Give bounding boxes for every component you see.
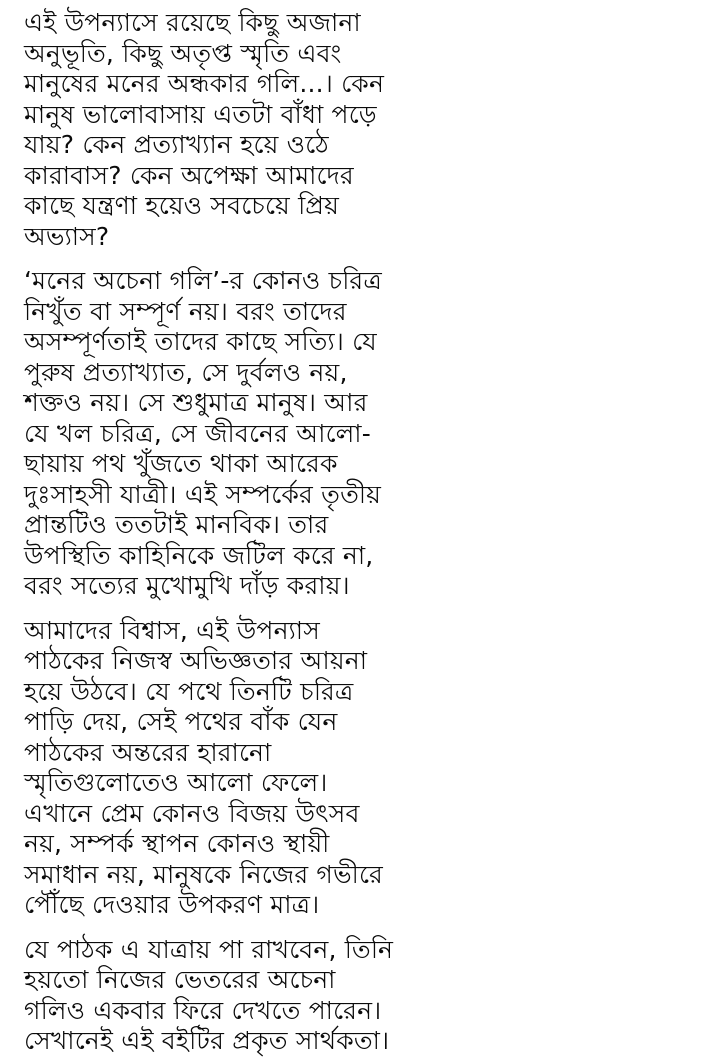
text-line: মানুষের মনের অন্ধকার গলি...। কেন [24, 69, 385, 98]
text-line: প্রান্তটিও ততটাই মানবিক। তার [24, 510, 329, 539]
text-line: পাঠকের নিজস্ব অভিজ্ঞতার আয়না [24, 646, 368, 675]
text-line: পৌঁছে দেওয়ার উপকরণ মাত্র। [24, 890, 320, 919]
text-line: দুঃসাহসী যাত্রী। এই সম্পর্কের তৃতীয় [24, 479, 382, 509]
text-line: অসম্পূর্ণতাই তাদের কাছে সত্যি। যে [24, 327, 377, 356]
paragraph-1 [24, 8, 685, 252]
text-line: উপস্থিতি কাহিনিকে জটিল করে না, [24, 540, 374, 570]
paragraph-3 [24, 616, 685, 921]
text-line: পাঠকের অন্তরের হারানো [24, 737, 272, 767]
text-line: সেখানেই এই বইটির প্রকৃত সার্থকতা। [24, 1026, 390, 1055]
text-line: যায়? কেন প্রত্যাখ্যান হয়ে ওঠে [24, 130, 329, 159]
paragraph-4 [24, 935, 685, 1057]
text-line: নয়, সম্পর্ক স্থাপন কোনও স্থায়ী [24, 829, 330, 858]
text-line: ‘মনের অচেনা গলি’-র কোনও চরিত্র [24, 266, 382, 295]
text-line: অভ্যাস? [24, 221, 110, 251]
text-line: এখানে প্রেম কোনও বিজয় উৎসব [24, 798, 360, 828]
text-line: আমাদের বিশ্বাস, এই উপন্যাস [24, 615, 320, 645]
text-line: গলিও একবার ফিরে দেখতে পারেন। [24, 995, 382, 1025]
text-line: হয়তো নিজের ভেতরের অচেনা [24, 965, 336, 994]
text-line: কারাবাস? কেন অপেক্ষা আমাদের [24, 160, 354, 190]
text-line: নিখুঁত বা সম্পূর্ণ নয়। বরং তাদের [24, 296, 347, 326]
text-line: কাছে যন্ত্রণা হয়েও সবচেয়ে প্রিয় [24, 191, 340, 220]
text-line: পুরুষ প্রত্যাখ্যাত, সে দুর্বলও নয়, [24, 357, 348, 387]
text-line: মানুষ ভালোবাসায় এতটা বাঁধা পড়ে [24, 99, 377, 129]
text-line: শক্তও নয়। সে শুধুমাত্র মানুষ। আর [24, 388, 368, 417]
text-line: পাড়ি দেয়, সেই পথের বাঁক যেন [24, 707, 338, 736]
text-line: যে পাঠক এ যাত্রায় পা রাখবেন, তিনি [24, 934, 394, 964]
paragraph-2 [24, 266, 685, 602]
text-line: অনুভূতি, কিছু অতৃপ্ত স্মৃতি এবং [24, 38, 342, 68]
text-line: যে খল চরিত্র, সে জীবনের আলো- [24, 418, 371, 448]
text-line: বরং সত্যের মুখোমুখি দাঁড় করায়। [24, 571, 350, 600]
text-line: ছায়ায় পথ খুঁজতে থাকা আরেক [24, 449, 338, 478]
text-line: হয়ে উঠবে। যে পথে তিনটি চরিত্র [24, 676, 354, 706]
text-line: স্মৃতিগুলোতেও আলো ফেলে। [24, 768, 328, 797]
text-line: এই উপন্যাসে রয়েছে কিছু অজানা [24, 8, 361, 37]
text-line: সমাধান নয়, মানুষকে নিজের গভীরে [24, 859, 383, 889]
